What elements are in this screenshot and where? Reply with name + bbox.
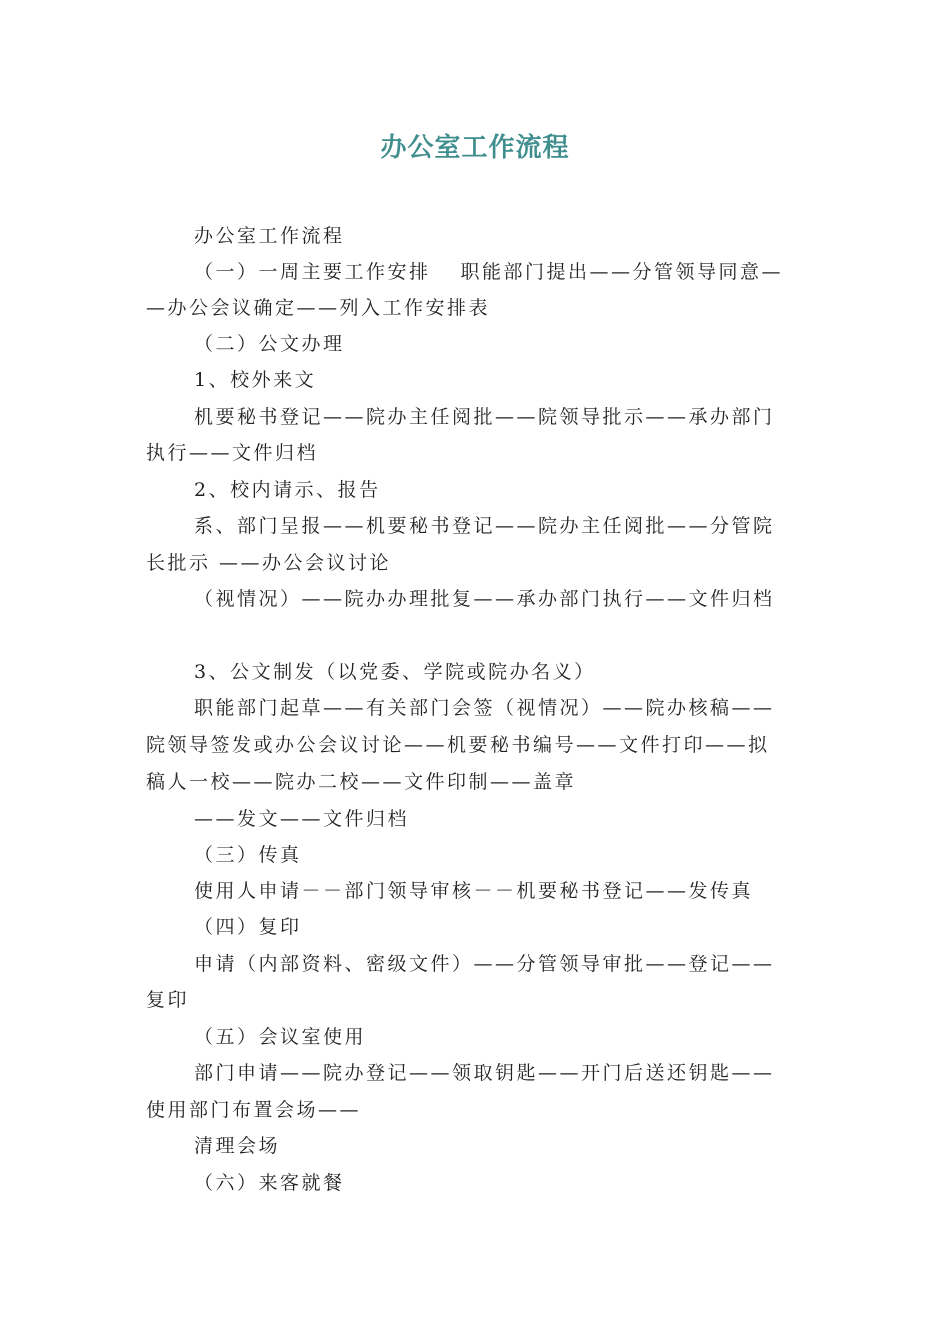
text-line-meeting-room: （五）会议室使用 [194,1026,367,1048]
text-line-copying-flow-cont: 复印 [146,989,190,1011]
text-line-external-documents: 1、校外来文 [194,369,317,391]
text-line-meeting-room-flow-cont: 使用部门布置会场—— [146,1099,362,1121]
text-line-section-heading: 办公室工作流程 [194,225,345,247]
text-line-external-flow-cont: 执行——文件归档 [146,442,319,464]
text-line-internal-requests: 2、校内请示、报告 [194,479,381,501]
text-line-issuing-flow-cont: 院领导签发或办公会议讨论——机要秘书编号——文件打印——拟 [146,734,770,756]
text-line-issuing-flow: 职能部门起草——有关部门会签（视情况）——院办核稿—— [194,697,775,719]
text-line-external-flow: 机要秘书登记——院办主任阅批——院领导批示——承办部门 [194,406,775,428]
text-line-document-handling: （二）公文办理 [194,333,345,355]
document-title: 办公室工作流程 [380,133,570,163]
text-line-copying: （四）复印 [194,916,302,938]
text-line-weekly-work-plan: （一）一周主要工作安排 职能部门提出——分管领导同意— [194,261,784,283]
text-line-document-issuing: 3、公文制发（以党委、学院或院办名义） [194,661,596,683]
text-line-internal-flow: 系、部门呈报——机要秘书登记——院办主任阅批——分管院 [194,515,775,537]
text-line-meeting-room-flow: 部门申请——院办登记——领取钥匙——开门后送还钥匙—— [194,1062,775,1084]
text-line-internal-flow-end: （视情况）——院办办理批复——承办部门执行——文件归档 [194,588,775,610]
text-line-issuing-flow-end: ——发文——文件归档 [194,808,410,830]
text-line-guest-dining: （六）来客就餐 [194,1172,345,1194]
text-line-fax: （三）传真 [194,844,302,866]
text-line-meeting-room-flow-end: 清理会场 [194,1135,281,1157]
text-line-fax-flow: 使用人申请－－部门领导审核－－机要秘书登记——发传真 [194,880,754,902]
text-line-internal-flow-cont: 长批示 ——办公会议讨论 [146,552,392,574]
text-line-issuing-flow-cont-2: 稿人一校——院办二校——文件印制——盖章 [146,771,577,793]
text-line-copying-flow: 申请（内部资料、密级文件）——分管领导审批——登记—— [194,953,775,975]
text-line-weekly-work-plan-cont: —办公会议确定——列入工作安排表 [146,297,491,319]
